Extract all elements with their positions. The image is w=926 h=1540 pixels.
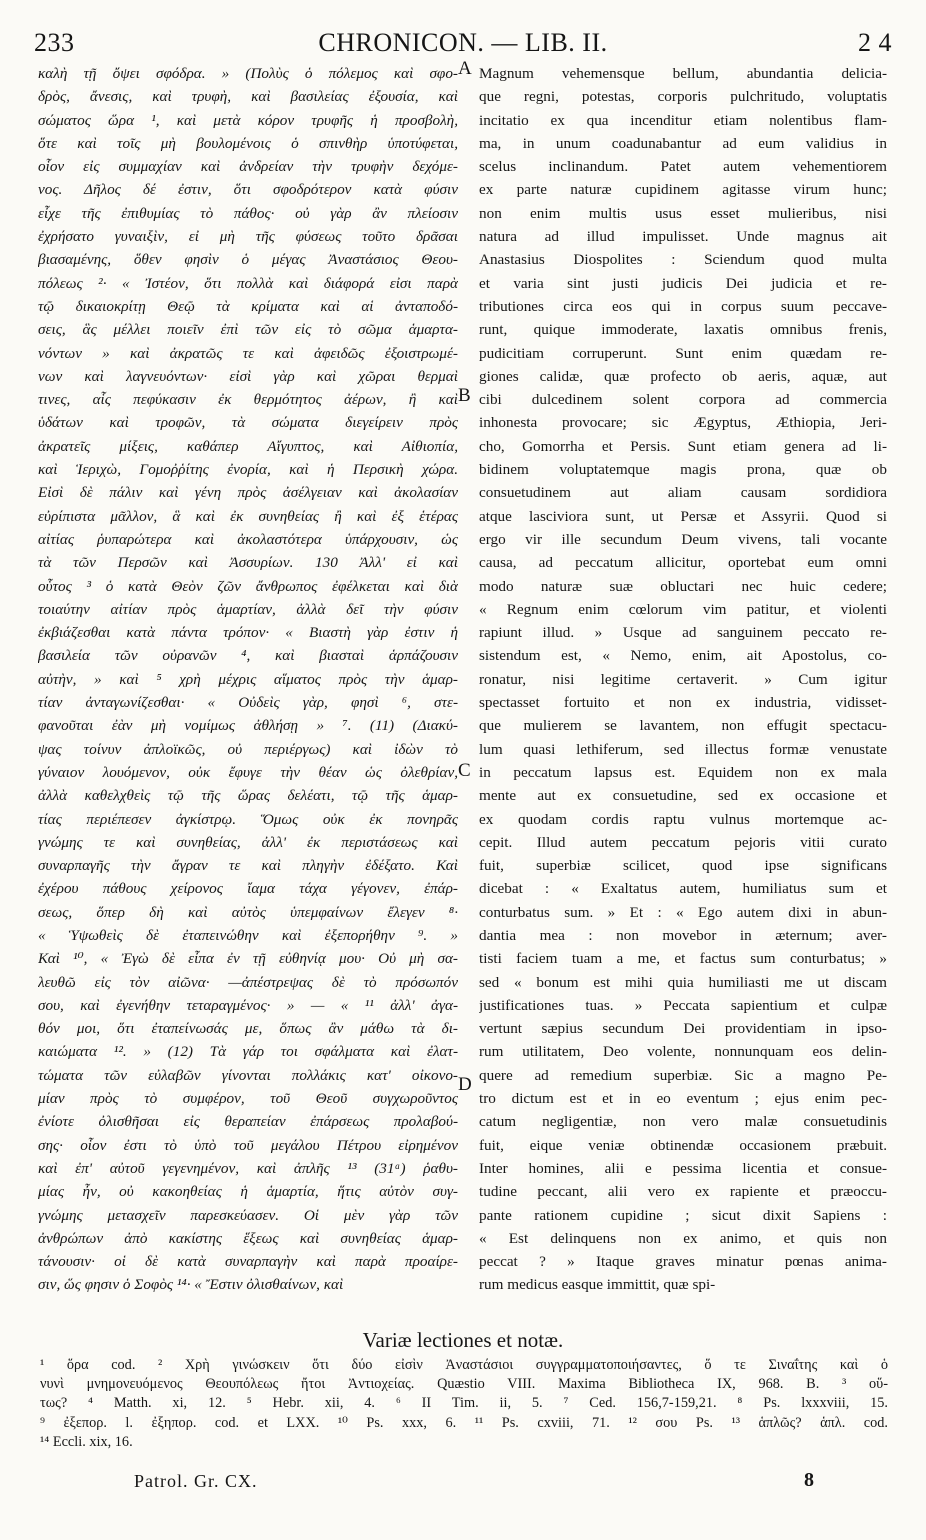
margin-letter-a: A <box>458 58 472 79</box>
greek-line: καλὴ τῇ ὄψει σφόδρα. » (Πολὺς ὁ πόλεμος καὶ σφο- <box>38 65 458 82</box>
latin-line: peccat ? » Itaque graves minatur pœnas anima- <box>479 1253 887 1271</box>
greek-line: ἀλλὰ καθελχθεὶς τῷ τῆς ὥρας δελέατι, τῷ τῆς ἁμαρ- <box>38 787 458 805</box>
latin-line: justificationes tuas. » Peccata sapientium et culpæ <box>479 996 887 1014</box>
greek-line: ἀνθρώπων ἀπὸ κακίστης ἕξεως καὶ συνηθείας ἁμαρ- <box>38 1229 458 1247</box>
greek-line: αἰτίας ῥυπαρώτερα καὶ ἀκολαστότερα ὑπάρχουσιν, ὡς <box>38 530 458 548</box>
latin-line: que mulierem se lavantem, non effugit spectacu- <box>479 717 887 735</box>
greek-line: εἶχε τῆς ἐπιθυμίας τὸ πάθος· οὐ γὰρ ἂν πλείοσιν <box>38 204 458 222</box>
latin-line: dantia mea : non movebor in æternum; aver- <box>479 926 887 944</box>
latin-line: scelus inclinandum. Patet autem vehementiorem <box>479 158 887 176</box>
note-line: νυνὶ μνημονευόμενος Θεουπόλεως ἤτοι Ἀντιοχείας. Quæstio VIII. Maxima Bibliotheca IX, 968. B. ³ οὕ- <box>40 1376 888 1393</box>
greek-line: γύναιον λουόμενον, οὐκ ἔφυγε τὴν θέαν ὡς ὀλεθρίαν, <box>38 763 458 781</box>
note-line: ⁹ ἐξεπορ. l. ἐξηπορ. cod. et LXX. ¹⁰ Ps. xxx, 6. ¹¹ Ps. cxviii, 71. ¹² σου Ps. ¹³ ἁπλῶς? ἁπλ. cod. <box>40 1414 888 1431</box>
greek-line: ἐκβιάζεσθαι κατὰ πάντα τρόπον· « Βιαστὴ γὰρ ἐστιν ἡ <box>38 624 458 642</box>
greek-line: βασιλεία τῶν οὐρανῶν ⁴, καὶ βιασταὶ ἁρπάζουσιν <box>38 647 458 665</box>
latin-line: giones calidæ, quæ profecto ob aeris, aquæ, aut <box>479 367 887 385</box>
latin-line: quere ad remedium superbiæ. Sic a magno Pe- <box>479 1066 887 1084</box>
latin-line: non enim multis usus esset mulieribus, nisi <box>479 204 887 222</box>
greek-line: ἐνίοτε ὀλισθῆσαι εἰς θεραπείαν ἐπάρσεως προλαβού- <box>38 1113 458 1131</box>
latin-line: fuit, superbiæ scilicet, quod ipse significans <box>479 857 887 875</box>
latin-line: natura ad illud impulisset. Unde magnus ait <box>479 228 887 246</box>
latin-text-column <box>479 62 887 1297</box>
latin-line: ergo vir ille secundum Deum vivens, tali vocante <box>479 530 887 548</box>
greek-line: νων καὶ λαγνευόντων· εἰσὶ γὰρ καὶ χῶραι θερμαὶ <box>38 367 458 385</box>
greek-line: σεις, ἃς μέλλει ποιεῖν ἐπὶ τῶν εἰς τὸ σῶμα ἁμαρτα- <box>38 321 458 339</box>
greek-line: λευθῶ εἰς τὸν αἰῶνα· —ἀπέστρεψας δὲ τὸ πρόσωπόν <box>38 973 458 991</box>
latin-line: ma, in unum coadunabantur ad eum validius in <box>479 134 887 152</box>
greek-line: ὅτε καὶ τοῖς μὴ βουλομένοις ὁ σπινθὴρ ὑποτύφεται, <box>38 134 458 152</box>
greek-line: μίαν πρὸς τὸ συμφέρον, τοῦ Θεοῦ συγχωροῦντος <box>38 1090 458 1108</box>
margin-letter-b: B <box>458 385 471 406</box>
latin-line: Magnum vehemensque bellum, abundantia delicia- <box>479 65 887 82</box>
margin-letter-c: C <box>458 760 471 781</box>
latin-line: ronatur, nisi legitime certaverit. » Cum igitur <box>479 670 887 688</box>
greek-line: σης· οἷον ἐστι τὸ ὑπὸ τοῦ μεγάλου Πέτρου εἰρημένον <box>38 1136 458 1154</box>
greek-line: γνώμης μετασχεῖν παρεσκεύασεν. Οἱ μὲν γὰρ τῶν <box>38 1206 458 1224</box>
latin-line: catum negligentiæ, non vero malæ consuetudinis <box>479 1113 887 1131</box>
latin-line: cibi dulcedinem solent corpora ad commercia <box>479 391 887 409</box>
greek-line: καὶ ἐπ' αὐτοῦ γεγενημένον, καὶ ἀπλῆς ¹³ (31ᵃ) ῥαθυ- <box>38 1159 458 1177</box>
latin-line: spectasset fortuito et non ex industria, vidisset- <box>479 694 887 712</box>
latin-line: incitatio ex qua incenditur etiam nolentibus flam- <box>479 111 887 129</box>
note-line: ¹⁴ Eccli. xix, 16. <box>40 1433 133 1450</box>
latin-line: dicebat : « Exaltatus autem, humiliatus sum et <box>479 880 887 898</box>
latin-line: tisti faciem tuam a me, et factus sum conturbatus; » <box>479 950 887 968</box>
greek-line: μίας ἦν, οὐ κακοηθείας ἡ ἁμαρτία, ἥτις αὐτὸν συγ- <box>38 1183 458 1201</box>
latin-line: in peccatum lapsus est. Equidem non ex mala <box>479 763 887 781</box>
greek-line: τὰ τῶν Περσῶν καὶ Ἀσσυρίων. 130 Ἀλλ' εἰ καὶ <box>38 554 458 572</box>
greek-line: σώματος ὥρα ¹, καὶ μετὰ κόρον τρυφῆς ἡ προσβολὴ, <box>38 111 458 129</box>
latin-line: rum utilitatem, Deo volente, nonnunquam eos delin- <box>479 1043 887 1061</box>
latin-line: Anastasius Diospolites : Sciendum quod multa <box>479 251 887 269</box>
latin-line: que regni, potestas, corporis pulchritudo, voluptatis <box>479 88 887 106</box>
greek-line: Καὶ ¹⁰, « Ἐγὼ δὲ εἶπα ἐν τῇ εὐθηνίᾳ μου· Οὐ μὴ σα- <box>38 950 458 968</box>
latin-line: rum medicus easque immittit, quæ spi- <box>479 1276 716 1294</box>
greek-line: ψας τοίνυν ἀπλοϊκῶς, οὐ περιέργως) καὶ ἰδὼν τὸ <box>38 740 458 758</box>
greek-line: ἐχρήσατο γυναιξὶν, εἰ μὴ τῆς φύσεως τοῦτο δρᾶσαι <box>38 228 458 246</box>
greek-line: Εἰσὶ δὲ πάλιν καὶ γένη πρὸς ἀσέλγειαν καὶ ἀκολασίαν <box>38 484 458 502</box>
greek-line: δρὸς, ἄνεσις, καὶ τρυφὴ, καὶ βασιλείας ἐξουσία, καὶ <box>38 88 458 106</box>
latin-line: vertunt sæpius secundum Dei providentiam in ipso- <box>479 1020 887 1038</box>
latin-line: consuetudinem aut aliam causam sordidiora <box>479 484 887 502</box>
latin-line: cepit. Illud autem peccatum pejoris vitii curato <box>479 833 887 851</box>
greek-line: θόν μοι, ὅτι ἐταπείνωσάς με, ὅπως ἂν μάθω τὰ δι- <box>38 1020 458 1038</box>
page-number-left: 233 <box>34 28 75 57</box>
latin-line: runt, quique immoderate, laxatis omnibus frenis, <box>479 321 887 339</box>
greek-line: τινες, αἷς πεφύκασιν ἐκ θερμότητος ἀέρων, ἢ καὶ <box>38 391 458 409</box>
greek-line: οἷον εἰς συμμαχίαν καὶ ἀνδρείαν τὴν τρυφὴν δεχόμε- <box>38 158 458 176</box>
latin-line: tudine peccant, alii vero ex rapiente et præoccu- <box>479 1183 887 1201</box>
greek-line: τίας περιέπεσεν ἀγκίστρῳ. Ὅμως οὐκ ἐκ πονηρᾶς <box>38 810 458 828</box>
notes-block <box>40 1356 888 1452</box>
latin-line: sed « bonum est mihi quia humiliasti me ut discam <box>479 973 887 991</box>
greek-line: τώματα τῶν εὐλαβῶν γίνονται πολλάκις κατ' οἰκονο- <box>38 1066 458 1084</box>
latin-line: cho, Gomorrha et Persis. Sunt etiam genera ad li- <box>479 437 887 455</box>
latin-line: conturbatus sum. » Et : « Ego autem dixi in abun- <box>479 903 887 921</box>
greek-line: σιν, ὥς φησιν ὁ Σοφὸς ¹⁴· « Ἔστιν ὀλισθαίνων, καὶ <box>38 1276 344 1294</box>
greek-line: ὑδάτων καὶ τροφῶν, τὰ σώματα διεγείρειν πρὸς <box>38 414 458 432</box>
latin-line: « Est delinquens non ex animo, et quis non <box>479 1229 887 1247</box>
latin-line: modo naturæ suæ obluctari nec huic cedere; <box>479 577 887 595</box>
latin-line: Inter homines, alii e pessima licentia et consue- <box>479 1159 887 1177</box>
latin-line: et varia sint justi judicis Dei judicia et re- <box>479 274 887 292</box>
greek-line: τάνουσιν· οἱ δὲ κατὰ συναρπαγὴν καὶ παρὰ προαίρε- <box>38 1253 458 1271</box>
greek-line: καιώματα ¹². » (12) Τὰ γάρ τοι σφάλματα καὶ ἐλατ- <box>38 1043 458 1061</box>
latin-line: sistendum est, « Nemo, enim, ait Apostolus, co- <box>479 647 887 665</box>
greek-line: γνώμης τε καὶ συνηθείας, ἀλλ' ἐκ περιστάσεως καὶ <box>38 833 458 851</box>
greek-line: καὶ Ἱεριχὼ, Γομοῤῥίτης ἐνορία, καὶ ἡ Περσικὴ χώρα. <box>38 461 458 479</box>
note-line: ¹ ὅρα cod. ² Χρὴ γινώσκειν ὅτι δύο εἰσὶν Ἀναστάσιοι συγγραμματοποιήσαντες, ὅ τε Σιναΐτης καὶ ὁ <box>40 1357 888 1373</box>
latin-line: tributiones circa eos qui in corpus suum peccave- <box>479 297 887 315</box>
greek-text-column <box>38 62 458 1297</box>
latin-line: atque lasciviora sunt, ut Persæ et Assyrii. Quod si <box>479 507 887 525</box>
latin-line: pante rationem cupidine ; sicut dixit Sapiens : <box>479 1206 887 1224</box>
greek-line: τίαν ἀνταγωνίζεσθαι· « Οὐδεὶς γὰρ, φησὶ ⁶, στε- <box>38 694 458 712</box>
latin-line: « Regnum enim cœlorum vim patitur, et violenti <box>479 600 887 618</box>
greek-line: τῷ δικαιοκρίτῃ Θεῷ τὰ κρίματα καὶ αἱ ἀνταποδό- <box>38 297 458 315</box>
notes-heading: Variæ lectiones et notæ. <box>362 1328 564 1352</box>
greek-line: νος. Δῆλος δέ ἐστιν, ὅτι σφοδρότερον κατὰ φύσιν <box>38 181 458 199</box>
latin-line: mente aut ex consuetudine, sed ex occasione et <box>479 787 887 805</box>
latin-line: bidinem voluptatemque magis prona, quæ ob <box>479 461 887 479</box>
latin-line: pudicitiam corruperunt. Sunt enim quædam re- <box>479 344 887 362</box>
greek-line: σεως, ὅπερ δὴ καὶ αὐτὸς ὑπεμφαίνων ἔλεγεν ⁸· <box>38 903 458 921</box>
latin-line: inhonesta provocare; sic Ægyptus, Æthiopia, Jeri- <box>479 414 887 432</box>
greek-line: αὐτὴν, » καὶ ⁵ χρὴ μέχρις αἵματος πρὸς τὴν ἁμαρ- <box>38 670 458 688</box>
note-line: τως? ⁴ Matth. xi, 12. ⁵ Hebr. xii, 4. ⁶ II Tim. ii, 5. ⁷ Ced. 156,7-159,21. ⁸ Ps. lxxxviii, 15. <box>40 1395 888 1412</box>
greek-line: « Ὑψωθεὶς δὲ ἐταπεινώθην καὶ ἐξεπορήθην ⁹. » <box>38 926 458 944</box>
greek-line: εὐρίπιστα μᾶλλον, ἃ καὶ ἐκ συνηθείας ἢ καὶ ἐξ ἑτέρας <box>38 507 458 525</box>
latin-line: tro dictum est et in eo eventum ; ejus enim pec- <box>479 1090 887 1108</box>
running-title: CHRONICON. — LIB. II. <box>318 28 608 57</box>
greek-line: ἀκρατεῖς μίξεις, καθάπερ Αἴγυπτος, καὶ Αἰθιοπία, <box>38 437 458 455</box>
footer-sheet-number: 8 <box>804 1469 814 1491</box>
greek-line: βιασαμένης, ὅθεν φησὶν ὁ μέγας Ἀναστάσιος Θεου- <box>38 251 458 269</box>
greek-line: σου, καὶ ἐγενήθην τεταραγμένος· » — « ¹¹ ἀλλ' ἀγα- <box>38 996 458 1014</box>
greek-line: ἐχέρου πάθους χείρονος ἴαμα τάχα γέγονεν, ἐπάρ- <box>38 880 458 898</box>
greek-line: συναρπαγῆς τὴν ἄγραν τε καὶ πληγὴν ἐδέξατο. Καὶ <box>38 857 458 875</box>
footer-signature: Patrol. Gr. CX. <box>134 1471 258 1491</box>
latin-line: rapiunt illud. » Usque ad sanguinem peccato re- <box>479 624 887 642</box>
latin-line: ex quodam cordis raptu vulnus mortemque ac- <box>479 810 887 828</box>
greek-line: τοιαύτην αἰτίαν πρὸς ἁμαρτίαν, ἀλλὰ δεῖ τὴν φύσιν <box>38 600 458 618</box>
margin-letter-d: D <box>458 1074 472 1095</box>
latin-line: lum quasi lethiferum, sed illectus formæ venustate <box>479 740 887 758</box>
latin-line: causa, ad peccatum allicitur, oportebat eum omni <box>479 554 887 572</box>
latin-line: fuit, eique veniæ obtinendæ occasionem præbuit. <box>479 1136 887 1154</box>
greek-line: οὗτος ³ ὁ κατὰ Θεὸν ζῶν ἄνθρωπος ἐφέλκεται καὶ διὰ <box>38 577 458 595</box>
greek-line: φανοῦται ἐὰν μὴ νομίμως ἀθλήσῃ » ⁷. (11) (Διακύ- <box>38 717 458 735</box>
greek-line: νόντων » καὶ ἀκρατῶς τε καὶ ἀφειδῶς ἐξοιστρωμέ- <box>38 344 458 362</box>
page-number-right: 2 4 <box>858 28 892 57</box>
greek-line: πόλεως ²· « Ἰστέον, ὅτι πολλὰ καὶ διάφορά εἰσι παρὰ <box>38 274 458 292</box>
latin-line: ex parte naturæ cupidinem agitasse virum hunc; <box>479 181 887 199</box>
